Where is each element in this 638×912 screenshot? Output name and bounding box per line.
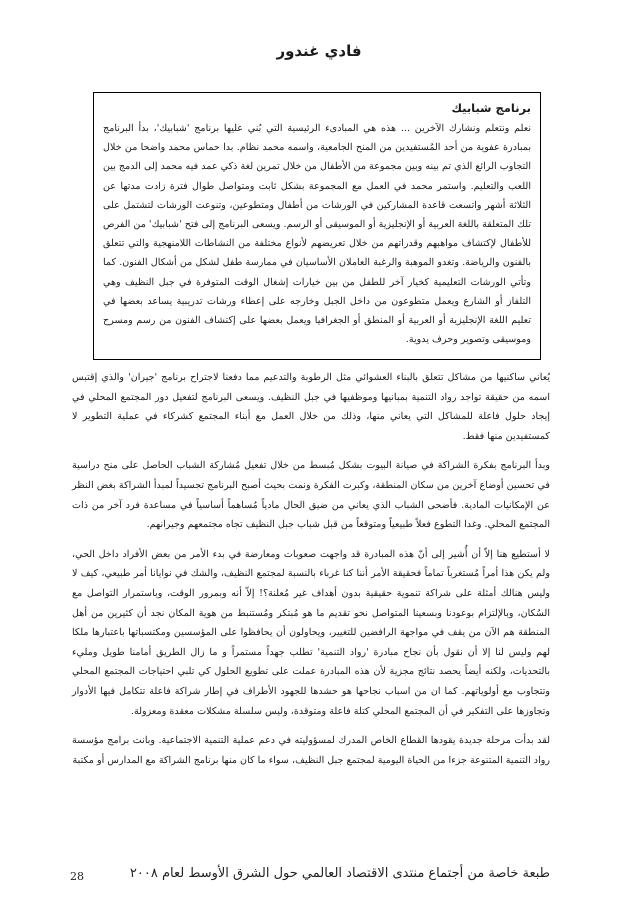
box-body: نعلم ونتعلم ونشارك الآخرين ... هذه هي المبادىء الرئيسية التي بُني عليها برنامج 'شبابيك'، بدأ البرنامج بمبادرة عفوية من أحد المُستفيدين من المنح الجامعية، واسمه محمد نظام. بدا حماس محمد واضحا من خلال التجاوب الرائع الذي تم بينه وبين مجموعة من الأطفال من خلال تمرين لغة ذكي عمد فيه محمد إلى الدمج بين اللعب والتعليم. واستمر محمد في العمل مع المجموعة بشكل ثابت ومتواصل طوال فترة زادت مدتها عن الثلاثة أشهر واتسعت قاعدة المشاركين في الورشات من أطفال ومتطوعين، وتنوعت الورشات لتشتمل على تلك المتعلقة باللغة العربية أو الإنجليزية أو الموسيقى أو الرسم. ويسعى البرنامج إلى فتح 'شبابيك' من الفرص للأطفال لإكتشاف مواهبهم وقدراتهم من خلال تعريضهم لأنواع مختلفة من النشاطات اللامنهجية والتي تتعلق بالفنون والرياضة. وتغدو الموهبة والرغبة العاملان الأساسيان في ممارسة طفل لشكل من أشكال الفنون. كما وتأتي الورشات التعليمية كخيار آخر للطفل من بين خيارات إشغال الوقت المتوفرة في جبل النظيف وهي التلفاز أو الشارع ويعمل متطوعون من داخل الجبل وخارجه على إعطاء ورشات تدريبية يساعد بعضها في تعليم اللغة الإنجليزية أو العربية أو المنطق أو الجغرافيا ويعمل بعضها على إكتشاف الفنون من رسم ومسرح وموسيقى وتصوير وحرف يدوية. — [103, 123, 531, 346]
footer-caption: طبعة خاصة من أجتماع منتدى الاقتصاد العالمي حول الشرق الأوسط لعام ٢٠٠٨ — [129, 866, 550, 881]
paragraph-2: وبدأ البرنامج بفكرة الشراكة في صيانة البيوت بشكل مُبسط من خلال تفعيل مُشاركة الشباب الحاصل على منح دراسية في تحسين أوضاع آخرين من سكان المنطقة، وكبرت الفكرة ونمت بحيث أصبح البرنامج تجسيداً لمبدأ الشراكة بغض النظر عن الإمكانيات المادية. فأضحى الشباب الذي يعاني من ضيق الحال مادياً مُساهماً أساسياً في مساعدة فرد آخر من ذات المجتمع المحلي. وغدا التطوع فعلاً طبيعياً ومتوقعاً من قبل شباب جبل النظيف تجاه مجتمعهم وجيرانهم. — [72, 460, 550, 531]
paragraph-1: يُعاني ساكنيها من مشاكل تتعلق بالبناء العشوائي مثل الرطوبة والتدعيم مما دفعنا لاجتراح برنامج 'جيران' والذي إقتبس اسمه من حقيقة تواجد رواد التنمية بمبانيها وموظفيها في جبل النظيف. ويسعى البرنامج لتفعيل دور المجتمع المحلي في إيجاد حلول فاعلة للمشاكل التي يعاني منها، وذلك من خلال العمل مع أبناء المجتمع كشركاء في عملية التطوير لا كمستفيدين منها فقط. — [72, 372, 550, 442]
box-title: برنامج شبابيك — [451, 101, 531, 115]
author-name: فادي غندور — [276, 42, 362, 60]
main-text — [72, 368, 550, 780]
paragraph-4: لقد بدأت مرحلة جديدة يقودها القطاع الخاص المدرك لمسؤوليته في دعم عملية التنمية الاجتماعية. وبانت برامج مؤسسة رواد التنمية المتنوعة جزءا من الحياة اليومية لمجتمع جبل النظيف، سواء ما كان منها برنامج الشراكة مع المدارس أو مكتبة — [72, 735, 550, 766]
paragraph-3: لا أستطيع هنا إلاّ أن أُشير إلى أنّ هذه المبادرة قد واجهت صعوبات ومعارضة في بدء الأمر من بعض الأفراد داخل الحي، ولم يكن هذا أمراً مُستغرباً تماماً فحقيقة الأمر أننا كنا غرباء بالنسبة لمجتمع النظيف، والشك في نوايانا أمر طبيعي، كيف لا وليس هنالك أمثلة على شراكة تنموية حقيقية بدون أهداف غير مُعلنة؟! إلاّ أنه وبمرور الوقت، وباستمرار التواصل مع السُكان، وبالإلتزام بوعودنا وبسعينا المتواصل نحو تقديم ما هو مُبتكر ومُستنبط من هوية المكان نجد أن كثيرين من أهل المنطقة هم الآن من يقف في مواجهة الرافضين للتغيير، ويحاولون أن يحافظوا على المؤسسين ومكتسباتها باعتبارها ملكا لهم وليس لنا إلا أن نقول بأن نجاح مبادرة 'رواد التنمية' تطلب جهداً مستمراً و ما زال الطريق أمامنا طويل ومليء بالتحديات، ولكنه أيضاً يحصد نتائج مجزية لأن هذه المبادرة عملت على تطويع الحلول كي تلبي احتياجات المجتمع المحلي وتتجاوب مع أولوياتهم. كما ان من اسباب نجاحها هو حشدها للجهود الأطراف في إطار شراكة فاعلة تتكامل فيها الأدوار وتجاوزها على التفكير في أن المجتمع المحلي كتلة فاعلة ومتوقدة، وليس سلسلة مشكلات معقدة ومعزولة. — [72, 548, 550, 717]
sidebar-box — [93, 92, 541, 360]
page-number: 28 — [70, 870, 84, 883]
